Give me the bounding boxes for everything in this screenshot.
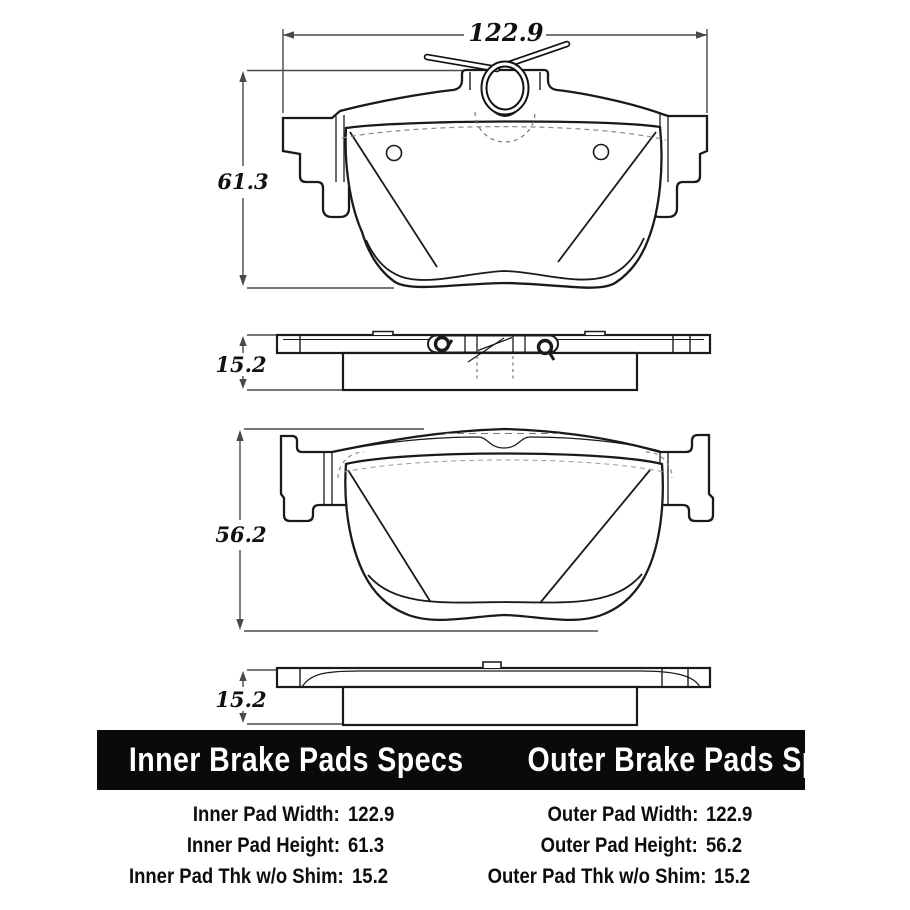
inner-pad-side-friction-material	[343, 353, 637, 390]
dimension-label-inner-pad-height: 61.3	[215, 170, 271, 193]
specs-header-bar	[97, 730, 869, 790]
dimension-label-pad-width: 122.9	[466, 20, 546, 46]
outer-pad-side-friction-material	[343, 687, 637, 725]
arrowhead	[239, 71, 246, 82]
outer-pad-front-view	[281, 429, 713, 620]
inner-pad-friction-material	[346, 121, 662, 287]
inner-specs-table	[94, 799, 430, 892]
dimension-label-outer-pad-height: 56.2	[213, 523, 269, 546]
spec-row-inner-pad-width	[94, 799, 430, 830]
spec-value: 56.2	[706, 833, 742, 857]
arrowhead	[696, 31, 707, 39]
inner-specs-title: Inner Brake Pads Specs	[128, 740, 464, 779]
outer-specs-header	[495, 741, 901, 780]
inner-pad-side-view	[277, 332, 710, 391]
outer-pad-side-view	[277, 662, 710, 725]
arrowhead	[236, 430, 243, 441]
arrowhead	[236, 619, 243, 630]
spec-row-outer-pad-width	[452, 799, 788, 830]
arrowhead	[283, 31, 294, 39]
plate-tab	[373, 332, 393, 336]
spec-value: 15.2	[351, 864, 388, 888]
spec-label: Inner Pad Width:	[193, 802, 340, 826]
spec-row-inner-pad-height	[94, 830, 430, 861]
dimension-label-inner-pad-thickness: 15.2	[213, 353, 269, 376]
plate-tab	[585, 332, 605, 336]
arrowhead	[239, 275, 246, 286]
spec-row-inner-pad-thickness	[94, 861, 430, 892]
spec-row-outer-pad-height	[452, 830, 788, 861]
outer-specs-table	[452, 799, 788, 892]
spec-label: Outer Pad Thk w/o Shim:	[487, 864, 707, 888]
spec-value: 122.9	[348, 802, 395, 826]
spec-label: Inner Pad Height:	[186, 833, 340, 857]
arrowhead	[239, 713, 246, 723]
spec-value: 61.3	[348, 833, 384, 857]
spec-value: 122.9	[706, 802, 753, 826]
spec-label: Outer Pad Width:	[547, 802, 698, 826]
outer-specs-title: Outer Brake Pads Specs	[527, 740, 869, 779]
dimension-label-outer-pad-thickness: 15.2	[213, 688, 269, 711]
arrowhead	[239, 379, 246, 389]
spec-row-outer-pad-thickness	[452, 861, 788, 892]
spec-value: 15.2	[714, 864, 751, 888]
outer-pad-friction-material	[345, 454, 663, 620]
arrowhead	[239, 671, 246, 681]
arrowhead	[239, 336, 246, 346]
spec-label: Outer Pad Height:	[540, 833, 698, 857]
spec-label: Inner Pad Thk w/o Shim:	[128, 864, 344, 888]
inner-pad-front-view	[283, 44, 707, 288]
plate-tab	[483, 662, 501, 668]
inner-specs-header	[97, 741, 495, 780]
